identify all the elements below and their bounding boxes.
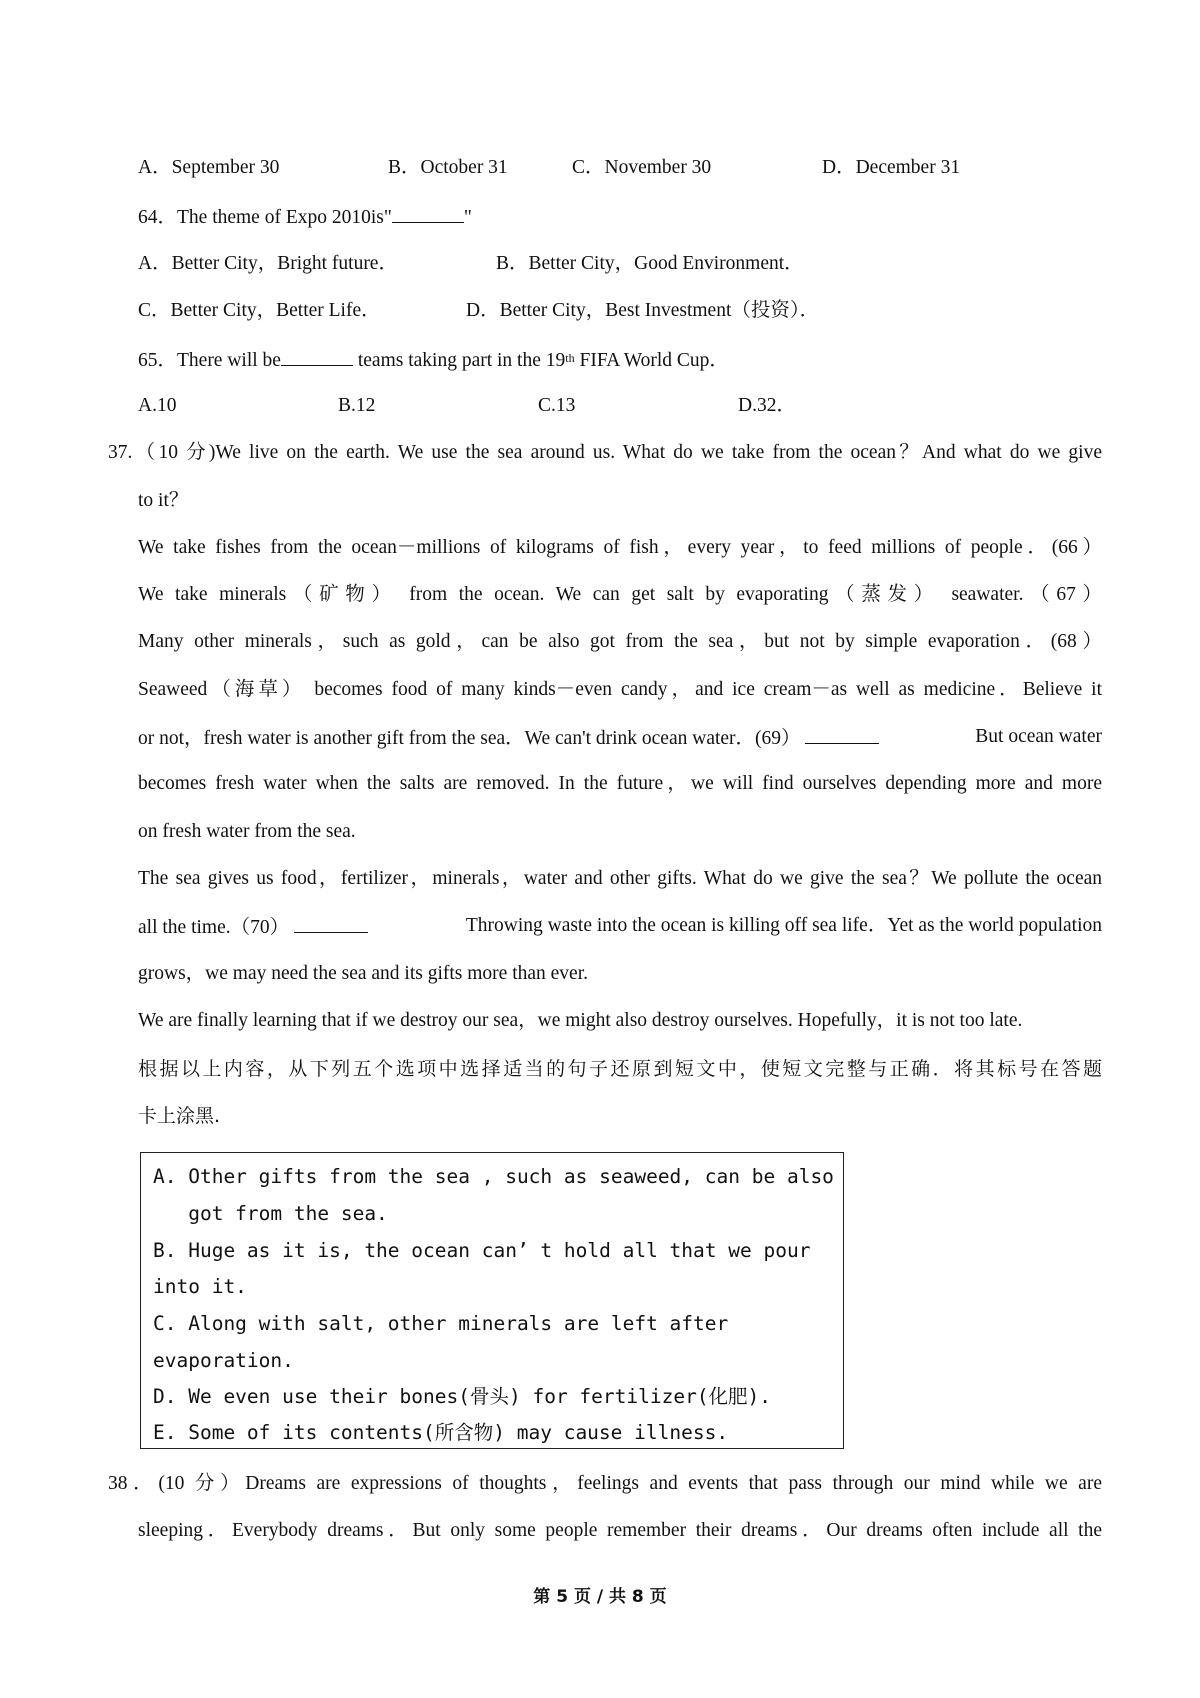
q37-para1-line5 [138, 725, 1102, 751]
blank-69 [805, 725, 879, 744]
option-c-line2: evaporation. [153, 1349, 294, 1372]
q64-stem-text: 64．The theme of Expo 2010is" [138, 207, 392, 228]
q37-para1-line3: Many other minerals，such as gold，can be also got from the sea，but not by simple evaporation．(68） [138, 631, 1102, 652]
q37-blank69-line [138, 725, 879, 751]
q65-option-a: A.10 [138, 395, 177, 416]
option-c-line1: C. Along with salt, other minerals are left after [153, 1312, 729, 1335]
q37-para1-line6: becomes fresh water when the salts are removed. In the future，we will find ourselves depending more and more [138, 773, 1102, 794]
q65-stem-middle: teams taking part in the 19 [352, 350, 566, 371]
q37-para2-text: all the time.（70） [138, 917, 290, 938]
q63-option-b: B．October 31 [388, 157, 508, 178]
q65-superscript: th [565, 351, 575, 365]
q38-line2: sleeping．Everybody dreams．But only some people remember their dreams．Our dreams often include all the [138, 1520, 1102, 1541]
q63-option-d: D．December 31 [822, 157, 961, 178]
q37-para2-end: Throwing waste into the ocean is killing off sea life．Yet as the world population [465, 915, 1102, 936]
q65-blank [281, 347, 353, 366]
q37-header: 37.（10 分)We live on the earth. We use the sea around us. What do we take from the ocean？And what do we give [108, 442, 1102, 463]
q37-header-cont: to it？ [138, 490, 189, 511]
q65-stem-end: FIFA World Cup． [574, 350, 729, 371]
options-box [140, 1152, 844, 1449]
q65-option-d: D.32． [738, 395, 796, 416]
q37-para2-line1: The sea gives us food，fertilizer，minerals，water and other gifts. What do we give the sea？We pollute the ocean [138, 868, 1102, 889]
blank-70 [294, 914, 368, 933]
q37-para1-line1: We take fishes from the ocean－millions of kilograms of fish，every year，to feed millions of people．(66） [138, 537, 1102, 558]
q37-blank70-line [138, 914, 368, 940]
option-b-line1: B. Huge as it is, the ocean can’ t hold all that we pour [153, 1239, 811, 1262]
page-footer: 第 5 页 / 共 8 页 [533, 1587, 667, 1607]
q38-line1: 38．(10 分）Dreams are expressions of thoughts，feelings and events that pass through our mind while we are [108, 1473, 1102, 1494]
q63-option-c: C．November 30 [572, 157, 712, 178]
q37-line5-text: or not，fresh water is another gift from the sea．We can't drink ocean water．(69） [138, 728, 801, 749]
option-a-line2: got from the sea. [153, 1202, 388, 1225]
q64-option-c: C．Better City，Better Life． [138, 300, 381, 321]
q64-option-a: A．Better City，Bright future． [138, 253, 398, 274]
q37-para1-line7: on fresh water from the sea. [138, 821, 356, 842]
q64-option-d: D．Better City，Best Investment（投资）． [466, 300, 820, 321]
q65-stem-text: 65．There will be [138, 350, 281, 371]
option-d: D. We even use their bones(骨头) for fertilizer(化肥). [153, 1385, 772, 1408]
q37-para1-line2: We take minerals（矿物） from the ocean. We can get salt by evaporating（蒸发） seawater.（67） [138, 584, 1102, 605]
option-b-line2: into it. [153, 1275, 247, 1298]
q37-instructions-line1: 根据以上内容，从下列五个选项中选择适当的句子还原到短文中，使短文完整与正确．将其标号在答题 [138, 1058, 1102, 1080]
q37-para2-line2 [138, 914, 1102, 940]
q37-para3-line1: We are finally learning that if we destroy our sea，we might also destroy ourselves. Hopefully，it is not too late. [138, 1010, 1023, 1031]
q37-para1-line4: Seaweed（海草） becomes food of many kinds－even candy，and ice cream－as well as medicine．Believe it [138, 679, 1102, 700]
q64-option-b: B．Better City，Good Environment． [496, 253, 804, 274]
q64-stem-close: " [463, 207, 472, 228]
option-e: E. Some of its contents(所含物) may cause illness. [153, 1421, 729, 1444]
q64-stem [138, 204, 472, 230]
q37-instructions-line2: 卡上涂黑. [138, 1105, 221, 1127]
q65-option-b: B.12 [338, 395, 376, 416]
option-a-line1: A. Other gifts from the sea , such as seaweed, can be also [153, 1165, 834, 1188]
q37-para2-line3: grows，we may need the sea and its gifts more than ever. [138, 963, 588, 984]
q64-blank [392, 204, 464, 223]
q65-stem [138, 347, 729, 373]
q65-option-c: C.13 [538, 395, 576, 416]
q37-line5-end: But ocean water [975, 726, 1102, 747]
q63-option-a: A．September 30 [138, 157, 280, 178]
